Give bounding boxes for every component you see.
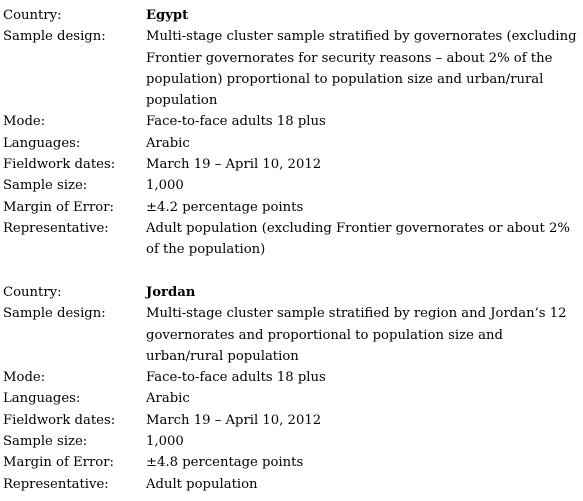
mode-label: Mode: xyxy=(3,114,46,130)
margin-of-error-label: Margin of Error: xyxy=(3,199,114,215)
margin-of-error-label: Margin of Error: xyxy=(3,455,114,471)
fieldwork-dates-value: March 19 – April 10, 2012 xyxy=(146,157,322,173)
fieldwork-dates-row xyxy=(0,410,583,431)
languages-value: Arabic xyxy=(146,135,190,151)
country-name: Jordan xyxy=(146,285,196,300)
sample-design-label: Sample design: xyxy=(3,306,106,322)
mode-label: Mode: xyxy=(3,370,46,386)
representative-label: Representative: xyxy=(3,220,109,236)
languages-label: Languages: xyxy=(3,391,81,407)
languages-row xyxy=(0,133,583,154)
languages-value: Arabic xyxy=(146,391,190,407)
fieldwork-dates-label: Fieldwork dates: xyxy=(3,157,116,173)
representative-row xyxy=(0,474,583,495)
sample-design-row xyxy=(0,26,583,111)
sample-size-row xyxy=(0,175,583,196)
representative-label: Representative: xyxy=(3,476,109,492)
country-label: Country: xyxy=(3,8,62,23)
country-row xyxy=(0,5,583,26)
representative-value: Adult population xyxy=(146,476,258,492)
fieldwork-dates-row xyxy=(0,154,583,175)
fieldwork-dates-label: Fieldwork dates: xyxy=(3,412,116,428)
sample-design-label: Sample design: xyxy=(3,29,106,45)
sample-size-value: 1,000 xyxy=(146,434,184,450)
sample-size-label: Sample size: xyxy=(3,434,88,450)
sample-size-row xyxy=(0,431,583,452)
mode-value: Face-to-face adults 18 plus xyxy=(146,114,326,130)
mode-value: Face-to-face adults 18 plus xyxy=(146,370,326,386)
margin-of-error-row xyxy=(0,197,583,218)
sample-design-row xyxy=(0,303,583,367)
fieldwork-dates-value: March 19 – April 10, 2012 xyxy=(146,412,322,428)
margin-of-error-value: ±4.8 percentage points xyxy=(146,455,304,471)
representative-value: Adult population (excluding Frontier governorates or about 2% of the population) xyxy=(146,220,570,258)
sample-design-value: Multi-stage cluster sample stratified by region and Jordan’s 12 governorates and proportional to population size and urban/rural population xyxy=(146,306,567,364)
country-name: Egypt xyxy=(146,8,189,23)
margin-of-error-row xyxy=(0,452,583,473)
jordan-section xyxy=(0,282,583,495)
languages-row xyxy=(0,388,583,409)
mode-row xyxy=(0,367,583,388)
languages-label: Languages: xyxy=(3,135,81,151)
country-row xyxy=(0,282,583,303)
sample-size-label: Sample size: xyxy=(3,178,88,194)
sample-size-value: 1,000 xyxy=(146,178,184,194)
egypt-section xyxy=(0,5,583,261)
margin-of-error-value: ±4.2 percentage points xyxy=(146,199,304,215)
country-label: Country: xyxy=(3,285,62,300)
mode-row xyxy=(0,111,583,132)
representative-row xyxy=(0,218,583,261)
sample-design-value: Multi-stage cluster sample stratified by governorates (excluding Frontier governorates for security reasons – about 2% of the population) proportional to population size and urban/rural population xyxy=(146,29,577,109)
